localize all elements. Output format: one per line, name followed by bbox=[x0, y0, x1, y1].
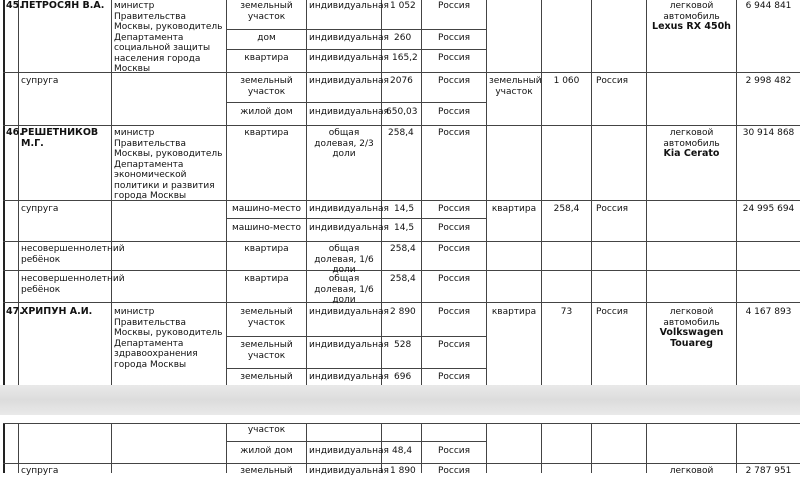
property-area: 258,4 bbox=[388, 128, 414, 138]
ownership-type: индивидуальная bbox=[309, 340, 389, 350]
page-break bbox=[0, 385, 800, 415]
ownership-type: индивидуальная bbox=[309, 372, 389, 382]
ownership-type: индивидуальная bbox=[309, 107, 389, 117]
used-property-area: 73 bbox=[560, 307, 573, 317]
used-property-type: квартира bbox=[491, 204, 537, 214]
property-area: 1 052 bbox=[390, 1, 416, 11]
property-country: Россия bbox=[437, 372, 471, 382]
annual-income: 2 998 482 bbox=[745, 76, 792, 86]
property-area: 650,03 bbox=[386, 107, 418, 117]
document-page-2 bbox=[0, 415, 800, 476]
property-country: Россия bbox=[437, 466, 471, 476]
ownership-type: индивидуальная bbox=[309, 33, 389, 43]
used-property-type: квартира bbox=[491, 307, 537, 317]
vehicle-kind: легковой автомобиль bbox=[663, 128, 720, 149]
annual-income: 24 995 694 bbox=[742, 204, 795, 214]
annual-income: 4 167 893 bbox=[745, 307, 792, 317]
record-number: 47. bbox=[6, 306, 23, 317]
person-name: ХРИПУН А.И. bbox=[21, 306, 93, 317]
relative-relation: супруга bbox=[21, 204, 59, 214]
property-country: Россия bbox=[437, 107, 471, 117]
property-type: квартира bbox=[244, 53, 289, 63]
property-area: 2076 bbox=[390, 76, 413, 86]
used-property-country: Россия bbox=[596, 204, 629, 214]
ownership-type: индивидуальная bbox=[309, 53, 389, 63]
annual-income: 6 944 841 bbox=[745, 1, 792, 11]
property-type: квартира bbox=[244, 128, 289, 138]
property-country: Россия bbox=[437, 76, 471, 86]
relative-relation: супруга bbox=[21, 76, 59, 86]
ownership-type: индивидуальная bbox=[309, 466, 389, 476]
property-area: 14,5 bbox=[394, 204, 415, 214]
property-area: 48,4 bbox=[392, 446, 413, 456]
property-type: машино-место bbox=[231, 204, 302, 214]
ownership-type: общая долевая, 2/3 доли bbox=[314, 128, 374, 159]
ownership-type: индивидуальная bbox=[309, 204, 389, 214]
property-country: Россия bbox=[437, 33, 471, 43]
property-type: земельный bbox=[240, 466, 293, 476]
property-type: земельный участок bbox=[240, 340, 293, 361]
property-type: квартира bbox=[244, 244, 289, 254]
ownership-type: индивидуальная bbox=[309, 307, 389, 317]
property-area: 14,5 bbox=[394, 223, 415, 233]
used-property-type: земельный участок bbox=[489, 76, 542, 97]
property-type: земельный участок bbox=[240, 1, 293, 22]
property-type: участок bbox=[247, 425, 286, 435]
property-type: земельный участок bbox=[240, 76, 293, 97]
property-country: Россия bbox=[437, 340, 471, 350]
ownership-type: индивидуальная bbox=[309, 446, 389, 456]
property-country: Россия bbox=[437, 53, 471, 63]
record-number: 45. bbox=[6, 0, 23, 11]
property-type: земельный bbox=[240, 372, 293, 382]
annual-income: 2 787 951 bbox=[745, 466, 792, 476]
record-number: 46. bbox=[6, 127, 23, 138]
ownership-type: общая долевая, 1/6 доли bbox=[314, 274, 374, 305]
relative-relation: несовершеннолетний ребёнок bbox=[21, 274, 125, 295]
property-country: Россия bbox=[437, 1, 471, 11]
property-area: 260 bbox=[394, 33, 412, 43]
property-country: Россия bbox=[437, 204, 471, 214]
property-area: 696 bbox=[394, 372, 412, 382]
relative-relation: супруга bbox=[21, 466, 59, 476]
property-area: 165,2 bbox=[392, 53, 418, 63]
property-type: машино-место bbox=[231, 223, 302, 233]
relative-relation: несовершеннолетний ребёнок bbox=[21, 244, 125, 265]
person-position: министр Правительства Москвы, руководитель Департамента социальной защиты населения города Москвы bbox=[114, 1, 223, 74]
property-country: Россия bbox=[437, 223, 471, 233]
property-country: Россия bbox=[437, 307, 471, 317]
person-name: РЕШЕТНИКОВ М.Г. bbox=[21, 127, 99, 149]
property-area: 528 bbox=[394, 340, 412, 350]
property-type: жилой дом bbox=[240, 107, 293, 117]
used-property-country: Россия bbox=[596, 307, 629, 317]
annual-income: 30 914 868 bbox=[742, 128, 795, 138]
vehicle-model: Volkswagen Touareg bbox=[659, 327, 724, 349]
used-property-area: 258,4 bbox=[553, 204, 580, 214]
person-position: министр Правительства Москвы, руководитель Департамента экономической политики и развития города Москвы bbox=[114, 128, 223, 201]
ownership-type: индивидуальная bbox=[309, 76, 389, 86]
ownership-type: индивидуальная bbox=[309, 223, 389, 233]
property-country: Россия bbox=[437, 244, 471, 254]
property-area: 1 890 bbox=[390, 466, 416, 476]
person-name: ПЕТРОСЯН В.А. bbox=[21, 0, 105, 11]
ownership-type: общая долевая, 1/6 доли bbox=[314, 244, 374, 275]
vehicle-kind: легковой автомобиль bbox=[663, 1, 720, 22]
property-area: 258,4 bbox=[390, 274, 416, 284]
property-country: Россия bbox=[437, 446, 471, 456]
property-type: земельный участок bbox=[240, 307, 293, 328]
vehicle-model: Kia Cerato bbox=[663, 148, 720, 159]
vehicle-kind: легковой bbox=[669, 466, 714, 476]
used-property-area: 1 060 bbox=[553, 76, 580, 86]
property-country: Россия bbox=[437, 274, 471, 284]
property-country: Россия bbox=[437, 128, 471, 138]
vehicle-model: Lexus RX 450h bbox=[652, 21, 731, 32]
property-type: дом bbox=[257, 33, 276, 43]
used-property-country: Россия bbox=[596, 76, 629, 86]
ownership-type: индивидуальная bbox=[309, 1, 389, 11]
property-area: 2 890 bbox=[390, 307, 416, 317]
property-type: жилой дом bbox=[240, 446, 293, 456]
property-type: квартира bbox=[244, 274, 289, 284]
vehicle-kind: легковой автомобиль bbox=[663, 307, 720, 328]
person-position: министр Правительства Москвы, руководитель Департамента здравоохранения города Москвы bbox=[114, 307, 223, 370]
property-area: 258,4 bbox=[390, 244, 416, 254]
